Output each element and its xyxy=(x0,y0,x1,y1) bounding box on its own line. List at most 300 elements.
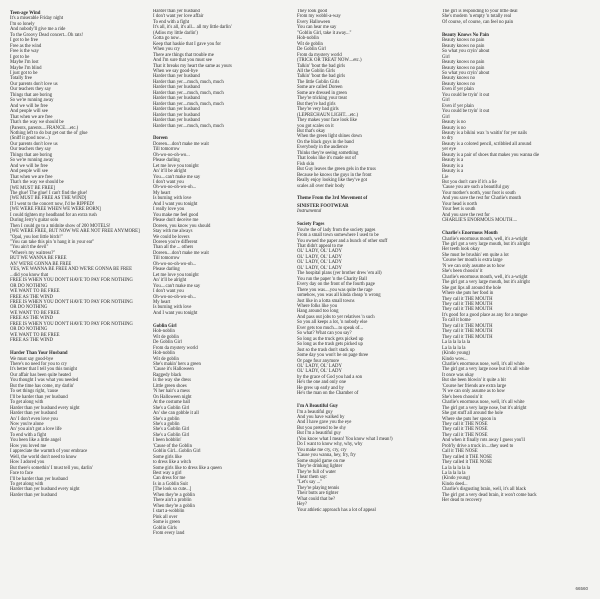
lyric-line: How you loved me xyxy=(10,443,47,449)
lyric-line: Some are called Doreen xyxy=(297,85,343,91)
spacer xyxy=(442,224,576,229)
lyric-line: Where she puts her food in xyxy=(442,291,494,297)
lyric-line: It's a miserable Friday night xyxy=(10,16,64,22)
lyric-line: OL' LADY, OL' LADY xyxy=(297,363,342,369)
lyric-line: From da mystery world xyxy=(297,52,342,58)
lyric-line: [WE MUST BE FREE] xyxy=(10,185,55,191)
lyric-line: She's modern 'n empty 'n totally real xyxy=(442,14,512,20)
lyric-line: From my wobbl-a-way xyxy=(297,14,341,20)
lyric-line: The girl got a very dead brain, it won't come back xyxy=(442,492,537,498)
lyric-line: (Kindo young) xyxy=(442,351,471,357)
lyric-line: Just so the trash don't stack up xyxy=(297,347,355,353)
lyric-line: (Kindo young) xyxy=(442,476,471,482)
lyric-line: You're the ol' lady from the society pages xyxy=(297,227,376,233)
lyric-line: You....can't make me say xyxy=(153,283,201,289)
lyric-line: Till tomorrow xyxy=(153,256,180,262)
lyric-line: I don't want you xyxy=(153,289,184,295)
lyric-line: But you pretend to be shy xyxy=(297,425,346,431)
lyric-line: Well, the world don't need to know xyxy=(10,454,77,460)
lyric-line: Harder than yer husband every night xyxy=(10,405,80,411)
lyric-line: I just got to be xyxy=(10,70,38,76)
lyric-line: To call it home xyxy=(442,318,471,324)
lyric-line: Harder than yer husband xyxy=(10,411,57,417)
lyric-line: All the Goblin Girls xyxy=(297,68,336,74)
lyric-line: WE WANT TO BE FREE xyxy=(10,289,60,295)
lyric-line: You make me cry, cry, cry xyxy=(297,447,347,453)
lyric-line: Harder than yer husband xyxy=(153,85,200,91)
lyric-line: I don't want yer love affair xyxy=(153,14,204,20)
lyric-line: And nobody'll give me a ride xyxy=(10,27,66,33)
lyric-line: But there's somethin' I must tell you, darlin' xyxy=(10,465,93,471)
lyric-line: Kindo deed... xyxy=(442,481,468,487)
lyric-line: "You ain't the devil" xyxy=(10,245,49,251)
lyric-line: Hang around too long xyxy=(297,309,339,315)
spacer xyxy=(153,129,293,134)
lyric-line: To set things right, 'cause xyxy=(10,389,59,395)
lyric-line: Some are dressed in green xyxy=(297,90,347,96)
lyric-line: CHARLIE'S ENORMOUS MOUTH.... xyxy=(442,218,518,224)
song-title: Theme From the 3rd Movement of xyxy=(297,196,368,202)
lyric-line: OL' LADY, OL' LADY xyxy=(297,260,342,266)
lyric-line: I got to be free xyxy=(10,38,38,44)
lyric-line: [WE WERE FREE WHEN WE WERE BORN] xyxy=(10,207,101,213)
lyric-line: You been like a little angel xyxy=(10,438,61,444)
lyric-line: There's no need for you to cry xyxy=(10,361,68,367)
lyric-line: Where folks like you xyxy=(297,303,337,309)
lyric-line: Wit de goblin xyxy=(153,356,179,362)
lyric-line: Hey? xyxy=(297,502,308,508)
lyric-line: La la la la la la xyxy=(442,340,471,346)
lyric-line: The girl is responding to your little deal xyxy=(442,9,518,14)
lyric-line: They call it THE MOUTH xyxy=(442,323,493,329)
lyric-line: You run the paper 'n the Charity Ball xyxy=(297,276,367,282)
lyric-line: I hear them say: xyxy=(297,475,328,481)
lyric-line: I'll be harder than yer husband xyxy=(10,476,68,482)
lyric-line: Pink all over xyxy=(153,514,178,520)
lyric-line: Hob-noblin xyxy=(153,329,175,335)
lyric-line: She's a goblin xyxy=(153,416,180,422)
lyric-line: An' it'll be alright xyxy=(153,169,187,175)
lyric-line: I'm so lonely xyxy=(10,21,35,27)
lyric-line: Beauty knows no pain xyxy=(442,65,485,71)
lyric-line: Oh-wo-oo-oh-wo-oh... xyxy=(153,294,197,300)
lyric-line: Their butts are tighter xyxy=(297,491,339,497)
lyric-line: Our parents don't love us xyxy=(10,81,58,87)
lyric-line: And when it finally rots away I guess you'll xyxy=(442,438,525,444)
lyric-line: Harder than yer husband xyxy=(153,118,200,124)
lyric-line: And you save the rest for xyxy=(442,212,490,218)
lyric-line: OL' LADY, OL' LADY xyxy=(297,254,342,260)
lyric-line: She's makin' hers a green xyxy=(153,361,201,367)
lyric-line: I been hobblin' xyxy=(153,438,182,444)
lyric-line: OR DO NOTHING xyxy=(10,283,48,289)
lyric-line: "Where's my waitress?" xyxy=(10,250,56,256)
lyric-line: La la la la la xyxy=(442,345,466,351)
lyric-line: But Guy leaves the green gels in the truss xyxy=(297,167,376,173)
lyric-line: Beauty is a bikini wax 'n waitin' for yer nails xyxy=(442,130,527,136)
lyric-line: 'Course her mouth is extra large xyxy=(442,258,503,264)
song-title: Doreen xyxy=(153,136,168,142)
lyric-line: They call it THE MOUTH xyxy=(442,329,493,335)
lyric-line: yer eye xyxy=(442,147,456,153)
lyric-line: 'Cause of the Goblin xyxy=(153,443,192,449)
lyric-line: To get along with xyxy=(10,481,44,487)
song-title: Society Pages xyxy=(297,222,325,228)
lyric-line: OL' LADY, OL' LADY xyxy=(297,265,342,271)
lyric-line: She's been choosin' it xyxy=(442,269,483,275)
lyric-line: Even if yer plain xyxy=(442,87,474,93)
lyric-line: So you all keeps a lot, 'n nobody else xyxy=(297,320,368,326)
lyric-line: That's the way we should be xyxy=(10,180,64,186)
lyric-line: BUT WE WANNA BE FREE xyxy=(10,256,67,262)
lyric-line: "Goblin Girl, take it away..." xyxy=(297,30,352,36)
lyric-line: Best way a girl xyxy=(153,471,182,477)
lyric-line: Beauty is no xyxy=(442,125,466,131)
lyric-line: She must be brushin' em quite a lot xyxy=(442,252,509,258)
lyric-line: You could be tryin' it out xyxy=(442,109,490,115)
lyric-line: So what you cryin' about xyxy=(442,49,490,55)
lyric-line: Because he knows the guys in the front xyxy=(297,172,372,178)
lyric-line: Every Halloween xyxy=(297,19,331,25)
lyric-line: Maybe I'm lost xyxy=(10,60,39,66)
lyric-line: So what? What can you say? xyxy=(297,331,352,337)
lyric-line: Everybody in the audience xyxy=(297,145,348,151)
lyric-line: Girl xyxy=(442,114,450,120)
lyric-line: She's been choosin' it xyxy=(442,394,483,400)
lyric-line: (TRICK OR TREAT NOW....etc.) xyxy=(297,58,362,64)
lyric-line: Or page four anymore xyxy=(297,358,340,364)
lyric-line: Is the way she dress xyxy=(153,378,191,384)
lyric-line: On the black guys in the band xyxy=(297,139,354,145)
lyric-line: So what you cryin' about xyxy=(442,70,490,76)
lyric-line: And people will see xyxy=(10,109,48,115)
lyric-line: (Adios my little darlin') xyxy=(153,30,198,36)
lyric-line: Really enjoy looking like they've got xyxy=(297,178,368,184)
lyric-line: You make me feel good xyxy=(153,212,199,218)
lyric-line: We could be lovers xyxy=(153,234,190,240)
lyric-line: They call it THE NOSE xyxy=(442,432,488,438)
lyric-line: The girl got a very large nose, but it's alright xyxy=(442,405,527,411)
lyric-line: But you don't care if it's a lie xyxy=(442,180,497,186)
lyric-line: Some girls like xyxy=(153,454,182,460)
lyric-line: Beauty is a colored pencil, scribbled all around xyxy=(442,141,532,147)
lyric-line: That's the way we should be xyxy=(10,120,64,126)
song-title: Beauty Knows No Pain xyxy=(442,32,489,38)
lyric-line: At the costume ball xyxy=(153,400,191,406)
catalog-number: 66560 xyxy=(575,586,588,591)
lyric-line: Her teeth look okay xyxy=(442,247,480,253)
lyric-line: An' it'll be alright xyxy=(153,278,187,284)
lyric-line: Do I want to know why, why, why xyxy=(297,442,363,448)
lyric-line: I appreciate the warmth of your embrace xyxy=(10,449,88,455)
lyric-line: "Let's say ..." xyxy=(297,480,323,486)
lyric-line: It once was okay xyxy=(442,372,475,378)
lyric-line: My heart xyxy=(153,190,171,196)
lyric-line: [The look so cute...] xyxy=(153,487,192,493)
lyric-line: Harder than yer husband xyxy=(153,96,200,102)
lyric-line: They call it THE NOSE xyxy=(442,427,488,433)
lyric-line: And pass out jobs to yer relatives 'n such xyxy=(297,314,375,320)
lyric-line: When the green light shines down xyxy=(297,134,362,140)
lyric-line: 'Cause you are such a beautiful guy xyxy=(442,185,510,191)
lyric-line: And I'm sure that you must see xyxy=(153,58,212,64)
lyric-line: To get along with xyxy=(10,400,44,406)
lyric-line: If I went to the concert now, I'd be RIPPED! xyxy=(10,201,95,207)
lyric-line: And we will be free xyxy=(10,163,48,169)
lyric-line: They're very bad girls xyxy=(297,107,339,113)
lyric-line: Your head is north xyxy=(442,201,478,207)
lyric-line: From a small town somewhere I used to be xyxy=(297,233,379,239)
lyric-line: scales all over their body xyxy=(297,183,345,189)
lyric-line: And I have gave you the eye xyxy=(297,420,352,426)
lyric-line: Girl xyxy=(442,98,450,104)
lyric-line: Is burning with love xyxy=(153,196,192,202)
lyric-line: Ever gets too much....to speak of... xyxy=(297,325,363,331)
lyric-line: "You can take this pin 'n hang it in your ear" xyxy=(10,240,95,246)
lyric-line: Please darling xyxy=(153,267,180,273)
lyric-line: She's a goblin xyxy=(153,421,180,427)
lyric-line: Harder than yer....much, much, much xyxy=(153,79,224,85)
lyric-line: Raggedy black xyxy=(153,372,182,378)
lyric-line: She's a Goblin Girl xyxy=(153,405,190,411)
lyric-line: OR DO NOTHING xyxy=(10,305,48,311)
lyric-line: FREE IS WHEN YOU DON'T HAVE TO PAY FOR NOTHING xyxy=(10,300,133,306)
lyric-line: That it breaks my heart the same as yours xyxy=(153,63,232,69)
lyric-line: Hob-noblin xyxy=(297,36,319,42)
lyric-line: Is in a Goblin Suit xyxy=(153,481,188,487)
lyric-line: Free as the wind xyxy=(10,43,42,49)
song-title: SINISTER FOOTWEAR xyxy=(297,203,349,209)
lyric-line: Doreen....don't make me wait xyxy=(153,141,209,147)
lyric-line: Our teachers they say xyxy=(10,147,52,153)
lyric-line: 'N her hair's a mess xyxy=(153,389,190,395)
lyric-line: Gotta go now... xyxy=(153,36,183,42)
lyric-line: Some is green xyxy=(153,520,180,526)
lyric-line: It's all, it's all, it's all... all my little darlin' xyxy=(153,25,232,31)
lyric-line: You thought I was what you needed xyxy=(10,378,79,384)
lyric-line: He's the one and only one xyxy=(297,380,347,386)
spacer xyxy=(297,397,438,402)
lyric-line: Oh-wo-oo-oh-wo... xyxy=(153,152,190,158)
lyric-line: Please don't deceive me xyxy=(153,218,199,224)
lyric-line: When they're a goblin xyxy=(153,503,195,509)
lyric-line: Goblin Girls xyxy=(153,525,177,531)
lyric-line: That looks like it's made out of xyxy=(297,156,356,162)
lyric-line: That when we are free xyxy=(10,114,53,120)
lyric-line: There ain't a problin xyxy=(153,498,192,504)
lyric-line: The girl got a very large mouth, but it's alright xyxy=(442,242,530,247)
lyric-line: Let me love you tonight xyxy=(153,163,199,169)
lyric-line: She got lips all around the hole xyxy=(442,285,502,291)
song-title: Harder Than Your Husband xyxy=(10,351,68,357)
lyric-line: Your feet is south xyxy=(442,207,476,213)
lyric-line: Let me love you tonight xyxy=(153,272,199,278)
lyric-line: She's a Goblin Girl xyxy=(153,432,190,438)
lyric-line: But that's okay xyxy=(297,128,326,134)
lyric-line: An' she can gobble it all xyxy=(153,411,199,417)
song-title: I'm A Beautiful Guy xyxy=(297,404,339,410)
lyric-line: Charlie's disgusting brain, well, it's all black xyxy=(442,487,527,493)
lyric-line: La la la la la la xyxy=(442,465,471,471)
lyric-line: Hob-noblin xyxy=(153,351,175,357)
lyric-line: They look good xyxy=(297,9,328,14)
lyric-line: Harder than yer husband every night xyxy=(10,487,80,493)
lyric-line: And we will be free xyxy=(10,103,48,109)
lyric-line: Where she puts her spoon in xyxy=(442,416,496,422)
lyric-line: I start a-wobblin xyxy=(153,509,185,515)
lyric-line: Stay with me always xyxy=(153,229,193,235)
spacer xyxy=(442,25,576,30)
lyric-line: The girl got a very large nose but it's all white xyxy=(442,367,530,373)
lyric-line: Harder than yer....much, much, much xyxy=(153,101,224,107)
lyric-line: I really love you xyxy=(153,207,185,213)
lyric-line: De Goblin Girl xyxy=(153,340,182,346)
lyric-line: Beauty knows no pain xyxy=(442,60,485,66)
lyric-line: The hospital plans (yer brother drew 'em all) xyxy=(297,271,382,277)
song-note: Instrumental xyxy=(297,209,322,215)
lyric-line: I'm a beautiful guy xyxy=(297,409,333,415)
lyric-line: you got scales on it xyxy=(297,123,334,129)
lyric-line: They're drinking lighter xyxy=(297,464,343,470)
lyric-line: Kindo wow... xyxy=(442,356,468,362)
lyric-line: Please darling xyxy=(153,158,180,164)
column-3 xyxy=(297,9,442,599)
lyric-line: Oh-wo-oo-oh-wo-oh... xyxy=(153,185,197,191)
lyric-line: It's better that I tell you this tonight xyxy=(10,367,77,373)
lyric-line: (Parents, parents....FRANCE....etc.) xyxy=(10,125,79,131)
lyric-line: Keep that haskie that I gave you for xyxy=(153,41,221,47)
lyric-line: WE WANT TO BE FREE xyxy=(10,310,60,316)
lyric-line: Beauty knows no xyxy=(442,76,475,82)
lyric-line: Charlie's enormous nose, well, it's all white xyxy=(442,400,525,406)
lyric-line: You can hear me say xyxy=(297,25,337,31)
lyric-line: Girl xyxy=(442,54,450,60)
lyric-line: There are things that trouble me xyxy=(153,52,214,58)
lyric-line: They call it THE MOUTH xyxy=(442,296,493,302)
lyric-line: De Goblin Girl xyxy=(297,47,326,53)
lyric-line: You could be tryin' it out xyxy=(442,92,490,98)
column-2 xyxy=(153,9,297,599)
lyric-line: Talkin' 'bout the bad girls xyxy=(297,63,346,69)
lyric-line: She's a Goblin Girl xyxy=(153,427,190,433)
lyric-line: somehow, you was all kinda cheap 'n wrong xyxy=(297,293,381,299)
lyric-line: 'N we can only assume as to how xyxy=(442,263,505,269)
lyric-line: They makes your face look like xyxy=(297,118,358,124)
lyric-line: Face to face xyxy=(10,471,33,477)
lyric-line: The little Goblin Girls xyxy=(297,79,340,85)
lyric-line: "Opal, you lost little bitch!" xyxy=(10,234,63,240)
lyric-line: Even if yer plain xyxy=(442,103,474,109)
lyric-line: So we're running away xyxy=(10,98,54,104)
lyric-line: Harder than yer husband xyxy=(153,112,200,118)
lyric-line: He grew up early and by xyxy=(297,385,344,391)
lyric-line: But I'm a beautiful guy xyxy=(297,431,341,437)
lyric-line: La la la la la xyxy=(442,471,466,477)
lyric-line: Can dress for me xyxy=(153,476,186,482)
lyric-line: So long as the truck gets picked up xyxy=(297,336,364,342)
lyric-line: to dress like a witch xyxy=(153,460,191,466)
lyric-line: You....can't make me say xyxy=(153,174,201,180)
lyric-line: You owned the paper and a bunch of other stuff xyxy=(297,238,388,244)
lyric-line: We must say good-bye xyxy=(10,356,54,362)
lyric-line: Our teachers they say xyxy=(10,87,52,93)
lyric-line: But she been blowin' it quite a bit xyxy=(442,378,506,384)
lyric-line: Harder than yer husband xyxy=(153,107,200,113)
lyric-line: FREE AS THE WIND xyxy=(10,316,53,322)
lyric-line: by the grace of God you had a son xyxy=(297,374,363,380)
lyric-line: OL' LADY, OL' LADY xyxy=(297,369,342,375)
lyric-line: Charlie's enormous mouth, well, it's a-wright xyxy=(442,236,528,242)
column-1 xyxy=(10,9,153,599)
lyric-line: Talkin' 'bout the bad girls xyxy=(297,74,346,80)
lyric-line: Beauty is a xyxy=(442,158,464,164)
lyric-line: They call it THE MOUTH xyxy=(442,301,493,307)
lyric-line: And I want you tonight xyxy=(153,310,198,316)
lyric-line: Beauty knows no xyxy=(442,81,475,87)
lyric-line: When you cry xyxy=(153,47,180,53)
lyric-line: Nothing left to do but get out the ol' glue xyxy=(10,130,88,136)
spacer xyxy=(10,344,149,349)
lyric-line: Some girls like to dress like a queen xyxy=(153,465,222,471)
lyric-line: From every land xyxy=(153,531,185,537)
song-title: Teen-age Wind xyxy=(10,11,41,16)
lyric-line: Doreen you're different xyxy=(153,240,198,246)
lyric-line: But the time has come, my darlin' xyxy=(10,383,75,389)
lyric-line: FREE IS WHEN YOU DON'T HAVE TO PAY FOR NOTHING xyxy=(10,321,133,327)
lyric-line: 'Cause you wanna, hey, fry, fry xyxy=(297,453,356,459)
lyric-line: On Halloween night xyxy=(153,394,192,400)
lyric-line: That didn't appeal to me xyxy=(297,244,343,249)
lyric-line: Totally free xyxy=(10,76,32,82)
lyric-line: Charlie's enormous mouth, well, it's a-wright xyxy=(442,274,528,280)
lyric-line: Harder than yer....much, much, much xyxy=(153,123,224,129)
lyric-line: How I adored you xyxy=(10,460,45,466)
lyric-line: Just like in a lotta small towns xyxy=(297,298,355,304)
lyric-line: Now you're alone xyxy=(10,421,44,427)
lyric-line: Beauty knows no pain xyxy=(442,38,485,44)
lyric-line: Every day on the front of the fourth page xyxy=(297,282,375,288)
lyric-line: Maybe I'm blind xyxy=(10,65,42,71)
lyric-line: Your athletic approach has a lot of appeal xyxy=(297,507,376,513)
lyric-line: The glue! The glue! I can't find the glue! xyxy=(10,190,88,196)
lyric-line: They're playing tennis xyxy=(297,485,340,491)
lyric-line: That when we are free xyxy=(10,174,53,180)
lyric-line: They're tricking your treat xyxy=(297,96,347,102)
lyric-line: Harder than yer husband xyxy=(153,74,200,80)
lyric-line: An' you ain't got a love life xyxy=(10,427,62,433)
lyric-line: They called it THE NOSE xyxy=(442,460,493,466)
lyric-line: Our affair has been quite heated xyxy=(10,372,71,378)
lyric-line: I could tighten my headband for an extra rush xyxy=(10,212,97,218)
lyric-line: to dry xyxy=(442,136,454,142)
lyric-line: Doreen, you know you should xyxy=(153,223,211,229)
spacer xyxy=(153,316,293,321)
spacer xyxy=(297,215,438,220)
lyric-line: Beauty is no xyxy=(442,120,466,126)
lyric-line: And you save the rest for Charlie's mouth xyxy=(442,196,522,202)
lyric-line: Beauty is a xyxy=(442,169,464,175)
lyric-line: Beauty knows no pain xyxy=(442,43,485,49)
lyric-line: Things that are boring xyxy=(10,152,53,158)
lyric-line: Goblin Girl...Goblin Girl xyxy=(153,449,201,455)
lyric-line: Then I could go to a midnite show of 200 MOTELS! xyxy=(10,223,111,229)
lyric-line: FREE AS THE WIND xyxy=(10,294,53,300)
lyric-line: (Sniff it good now...) xyxy=(10,136,50,142)
lyric-line: OL' LADY, OL' LADY xyxy=(297,249,342,255)
lyric-line: He's the man on the Chamber of xyxy=(297,391,359,397)
lyric-line: So we're running away xyxy=(10,158,54,164)
lyric-line: And I want you tonight xyxy=(153,201,198,207)
